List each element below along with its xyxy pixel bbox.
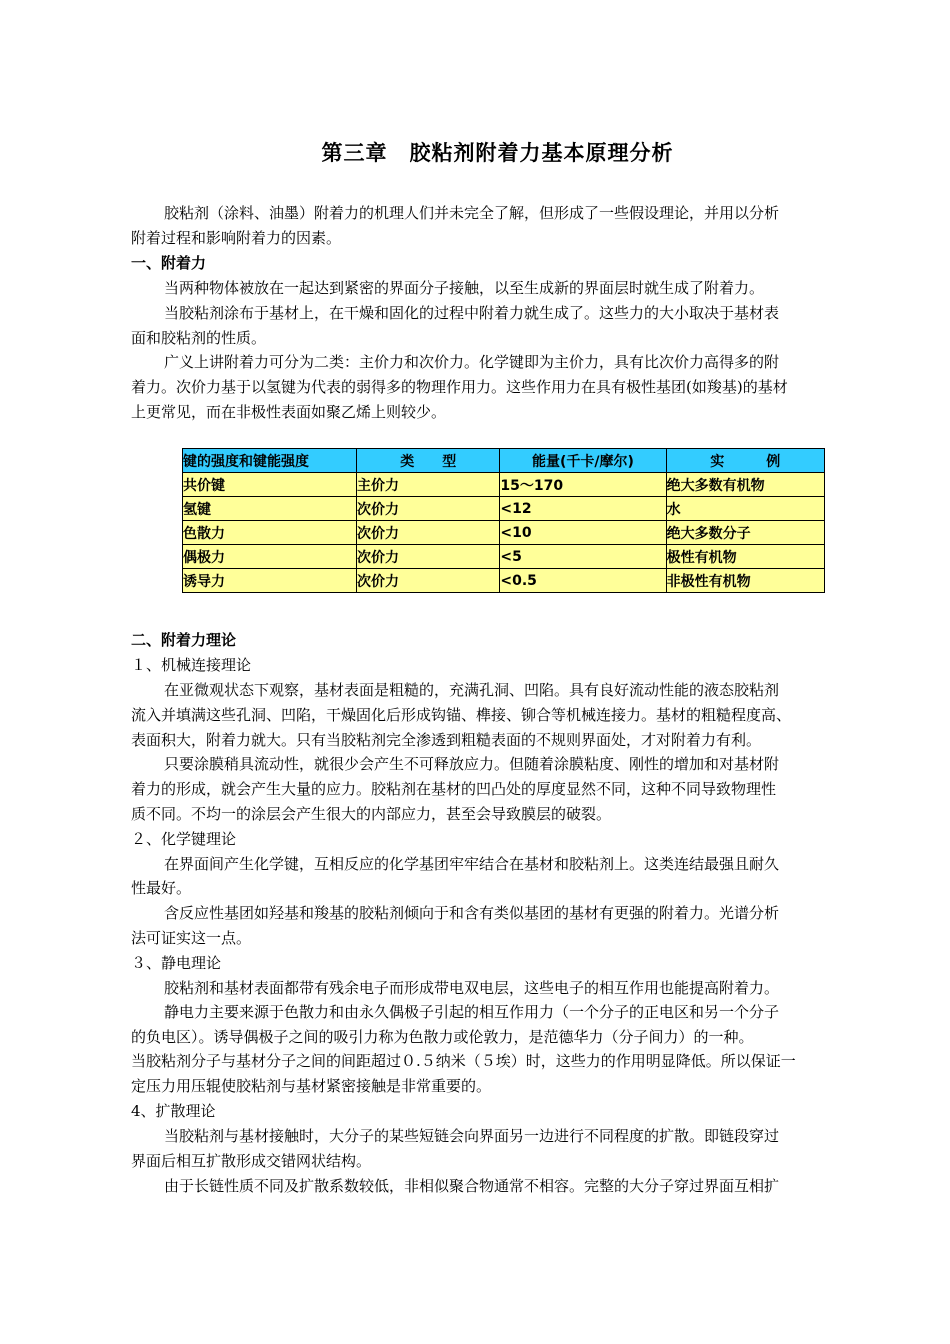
table-cell: 诱导力 bbox=[183, 569, 357, 593]
table-cell: 次价力 bbox=[357, 521, 500, 545]
paragraph-line: 面和胶粘剂的性质。 bbox=[131, 329, 267, 347]
table-row bbox=[183, 497, 825, 521]
paragraph-line: 当胶粘剂分子与基材分子之间的间距超过０.５纳米（５埃）时，这些力的作用明显降低。所以保证一 bbox=[131, 1052, 796, 1070]
paragraph-line: 上更常见，而在非极性表面如聚乙烯上则较少。 bbox=[131, 403, 447, 421]
column-header: 类 型 bbox=[357, 449, 500, 473]
paragraph-line: 界面后相互扩散形成交错网状结构。 bbox=[131, 1152, 372, 1170]
paragraph-line: 只要涂膜稍具流动性，就很少会产生不可释放应力。但随着涂膜粘度、刚性的增加和对基材附 bbox=[164, 755, 780, 773]
paragraph-line: 在亚微观状态下观察，基材表面是粗糙的，充满孔洞、凹陷。具有良好流动性能的液态胶粘剂 bbox=[164, 681, 780, 699]
subsection-heading: 4、扩散理论 bbox=[131, 1102, 216, 1120]
table-cell: 主价力 bbox=[357, 473, 500, 497]
subsection-heading: ３、静电理论 bbox=[131, 954, 222, 972]
table-cell: 非极性有机物 bbox=[666, 569, 824, 593]
table-cell: 极性有机物 bbox=[666, 545, 824, 569]
table-cell: 次价力 bbox=[357, 569, 500, 593]
chapter-title: 第三章 胶粘剂附着力基本原理分析 bbox=[321, 141, 674, 165]
paragraph-line: 着力。次价力基于以氢键为代表的弱得多的物理作用力。这些作用力在具有极性基团(如羧基)的基材 bbox=[131, 378, 788, 396]
table-header-row bbox=[183, 449, 825, 473]
paragraph-line: 胶粘剂和基材表面都带有残余电子而形成带电双电层，这些电子的相互作用也能提高附着力。 bbox=[164, 979, 780, 997]
bond-strength-table bbox=[182, 448, 825, 593]
paragraph-line: 性最好。 bbox=[131, 879, 192, 897]
paragraph-line: 在界面间产生化学键，互相反应的化学基团牢牢结合在基材和胶粘剂上。这类连结最强且耐久 bbox=[164, 855, 780, 873]
paragraph-line: 当两种物体被放在一起达到紧密的界面分子接触，以至生成新的界面层时就生成了附着力。 bbox=[164, 279, 765, 297]
table-cell: 水 bbox=[666, 497, 824, 521]
subsection-heading: １、机械连接理论 bbox=[131, 656, 252, 674]
table-cell: 偶极力 bbox=[183, 545, 357, 569]
intro-line: 胶粘剂（涂料、油墨）附着力的机理人们并未完全了解，但形成了一些假设理论，并用以分析 bbox=[164, 204, 780, 222]
paragraph-line: 广义上讲附着力可分为二类：主价力和次价力。化学键即为主价力，具有比次价力高得多的附 bbox=[164, 353, 780, 371]
table-row bbox=[183, 473, 825, 497]
table-row bbox=[183, 521, 825, 545]
paragraph-line: 的负电区）。诱导偶极子之间的吸引力称为色散力或伦敦力，是范德华力（分子间力）的一种。 bbox=[131, 1028, 754, 1046]
paragraph-line: 当胶粘剂涂布于基材上，在干燥和固化的过程中附着力就生成了。这些力的大小取决于基材表 bbox=[164, 304, 780, 322]
table-cell: <10 bbox=[500, 521, 666, 545]
table-row bbox=[183, 545, 825, 569]
subsection-heading: ２、化学键理论 bbox=[131, 830, 237, 848]
paragraph-line: 质不同。不均一的涂层会产生很大的内部应力，甚至会导致膜层的破裂。 bbox=[131, 805, 612, 823]
paragraph-line: 流入并填满这些孔洞、凹陷，干燥固化后形成钩锚、榫接、铆合等机械连接力。基材的粗糙程度高、 bbox=[131, 706, 792, 724]
table-cell: 15～170 bbox=[500, 473, 666, 497]
table-cell: 次价力 bbox=[357, 545, 500, 569]
table-row bbox=[183, 569, 825, 593]
column-header: 键的强度和键能强度 bbox=[183, 449, 357, 473]
paragraph-line: 静电力主要来源于色散力和由永久偶极子引起的相互作用力（一个分子的正电区和另一个分子 bbox=[164, 1003, 780, 1021]
column-header: 能量(千卡/摩尔) bbox=[500, 449, 666, 473]
table-cell: 绝大多数分子 bbox=[666, 521, 824, 545]
table-cell: <12 bbox=[500, 497, 666, 521]
paragraph-line: 由于长链性质不同及扩散系数较低，非相似聚合物通常不相容。完整的大分子穿过界面互相扩 bbox=[164, 1177, 780, 1195]
table-cell: 色散力 bbox=[183, 521, 357, 545]
table-cell: <5 bbox=[500, 545, 666, 569]
column-header: 实 例 bbox=[666, 449, 824, 473]
table-cell: 氢键 bbox=[183, 497, 357, 521]
paragraph-line: 定压力用压辊使胶粘剂与基材紧密接触是非常重要的。 bbox=[131, 1077, 492, 1095]
paragraph-line: 表面积大，附着力就大。只有当胶粘剂完全渗透到粗糙表面的不规则界面处，才对附着力有利。 bbox=[131, 731, 762, 749]
section-heading: 二、附着力理论 bbox=[131, 631, 237, 649]
table-cell: 次价力 bbox=[357, 497, 500, 521]
table-cell: 绝大多数有机物 bbox=[666, 473, 824, 497]
paragraph-line: 含反应性基团如羟基和羧基的胶粘剂倾向于和含有类似基团的基材有更强的附着力。光谱分析 bbox=[164, 904, 780, 922]
intro-line: 附着过程和影响附着力的因素。 bbox=[131, 229, 342, 247]
paragraph-line: 当胶粘剂与基材接触时，大分子的某些短链会向界面另一边进行不同程度的扩散。即链段穿过 bbox=[164, 1127, 780, 1145]
paragraph-line: 法可证实这一点。 bbox=[131, 929, 252, 947]
table-cell: <0.5 bbox=[500, 569, 666, 593]
table-cell: 共价键 bbox=[183, 473, 357, 497]
paragraph-line: 着力的形成，就会产生大量的应力。胶粘剂在基材的凹凸处的厚度显然不同，这种不同导致物理性 bbox=[131, 780, 777, 798]
section-heading: 一、附着力 bbox=[131, 254, 207, 272]
